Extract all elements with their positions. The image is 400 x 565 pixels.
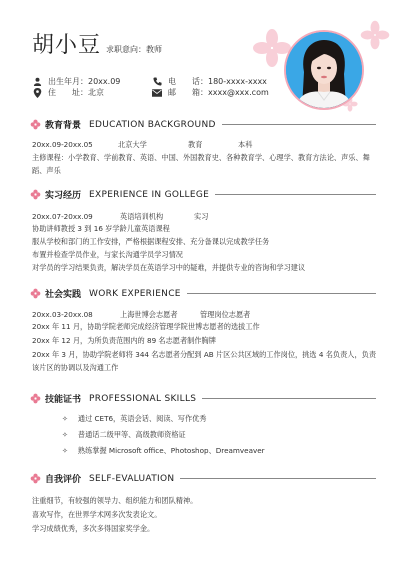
flower-icon — [30, 393, 41, 404]
skill-item — [62, 430, 186, 440]
diamond-bullet-icon: ✧ — [62, 447, 68, 455]
section-title-en: WORK EXPERIENCE — [89, 288, 181, 299]
portrait-icon — [286, 32, 362, 108]
section-title-cn: 自我评价 — [45, 475, 82, 485]
address-row — [32, 87, 104, 98]
internship-line: 服从学校和部门的工作安排，严格根据课程安排、充分备课以完成教学任务 — [32, 237, 270, 246]
job-intention-value: 教师 — [146, 45, 162, 54]
diamond-bullet-icon: ✧ — [62, 431, 68, 439]
flower-icon — [30, 473, 41, 484]
practice-org: 上海世博会志愿者 — [120, 310, 178, 319]
section-divider — [180, 478, 376, 479]
internship-line: 对学员的学习结果负责，解决学员在英语学习中的疑难，并提供专业的咨询和学习建议 — [32, 263, 306, 272]
avatar — [284, 30, 364, 110]
skill-text: 熟练掌握 Microsoft office、Photoshop、Dreamveaver — [77, 446, 265, 455]
practice-period: 20xx.03-20xx.08 — [32, 310, 93, 319]
practice-line: 20xx 年 3 月，协助学院老师将 344 名志愿者分配到 AB 片区公共区域的工作岗位，挑选 4 名负责人，负责该片区的协调以及沟通工作 — [32, 350, 377, 372]
section-title-en: EDUCATION BACKGROUND — [89, 119, 216, 130]
section-divider — [222, 124, 376, 125]
petal-decoration-icon — [360, 20, 390, 50]
section-divider — [187, 293, 376, 294]
self-eval-line: 注重细节，有较强的领导力、组织能力和团队精神。 — [32, 496, 198, 505]
section-title-en: EXPERIENCE IN GOLLEGE — [89, 189, 210, 200]
skill-item — [62, 414, 207, 424]
email-value: xxxx@xxx.com — [208, 88, 269, 97]
section-title-en: SELF-EVALUATION — [89, 473, 175, 484]
education-major: 教育 — [188, 140, 203, 149]
flower-icon — [30, 189, 41, 200]
section-title-cn: 实习经历 — [45, 191, 82, 201]
address-label: 住 址： — [48, 88, 88, 97]
skill-item — [62, 446, 265, 456]
section-title-en: PROFESSIONAL SKILLS — [89, 393, 197, 404]
education-courses: 主修课程：小学教育、学前教育、英语、中国、外国教育史、各种教育学、心理学、教育方法论、声乐、舞蹈、声乐 — [32, 153, 370, 175]
birth-value: 20xx.09 — [88, 77, 121, 86]
practice-role: 管理岗位志愿者 — [200, 310, 251, 319]
section-education-header — [30, 118, 376, 131]
self-eval-line: 喜欢写作，在世界学术网多次发表论文。 — [32, 510, 162, 519]
internship-line: 布置并检查学员作业，与家长沟通学员学习情况 — [32, 250, 183, 259]
education-degree: 本科 — [238, 140, 253, 149]
internship-period: 20xx.07-20xx.09 — [32, 212, 93, 221]
practice-line: 20xx 年 12 月，为所负责范围内的 89 名志愿者制作胸牌 — [32, 336, 216, 345]
flower-icon — [30, 288, 41, 299]
birth-row — [32, 76, 120, 87]
section-self-eval-header — [30, 472, 376, 485]
job-intention — [106, 44, 162, 55]
person-icon — [32, 77, 42, 87]
flower-icon — [30, 119, 41, 130]
skill-text: 普通话二级甲等、高级教师资格证 — [77, 430, 186, 439]
phone-label: 电 话： — [168, 77, 208, 86]
section-title-cn: 社会实践 — [45, 290, 82, 300]
location-pin-icon — [32, 88, 42, 98]
practice-line: 20xx 年 11 月，协助学院老师完成经济管理学院世博志愿者的选拔工作 — [32, 322, 260, 331]
mail-icon — [152, 88, 162, 98]
phone-row — [152, 76, 267, 87]
section-title-cn: 技能证书 — [45, 395, 82, 405]
job-intention-label: 求职意向： — [106, 45, 146, 54]
internship-org: 英语培训机构 — [120, 212, 164, 221]
phone-value: 180-xxxx-xxxx — [208, 77, 267, 86]
phone-icon — [152, 77, 162, 87]
email-label: 邮 箱： — [168, 88, 208, 97]
section-divider — [215, 194, 376, 195]
section-practice-header — [30, 287, 376, 300]
internship-role: 实习 — [194, 212, 209, 221]
birth-label: 出生年月： — [48, 77, 88, 86]
section-title-cn: 教育背景 — [45, 121, 82, 131]
address-value: 北京 — [88, 88, 104, 97]
email-row — [152, 87, 269, 98]
profile-photo — [286, 32, 362, 108]
skill-text: 通过 CET6，英语会话、阅读、写作优秀 — [77, 414, 207, 423]
section-divider — [202, 398, 376, 399]
diamond-bullet-icon: ✧ — [62, 415, 68, 423]
self-eval-line: 学习成绩优秀，多次多得国家奖学金。 — [32, 524, 155, 533]
candidate-name: 胡小豆 — [32, 33, 102, 58]
section-skills-header — [30, 392, 376, 405]
education-period: 20xx.09-20xx.05 — [32, 140, 93, 149]
section-internship-header — [30, 188, 376, 201]
education-school: 北京大学 — [118, 140, 147, 149]
internship-line: 协助讲师教授 3 到 16 岁学龄儿童英语课程 — [32, 224, 170, 233]
